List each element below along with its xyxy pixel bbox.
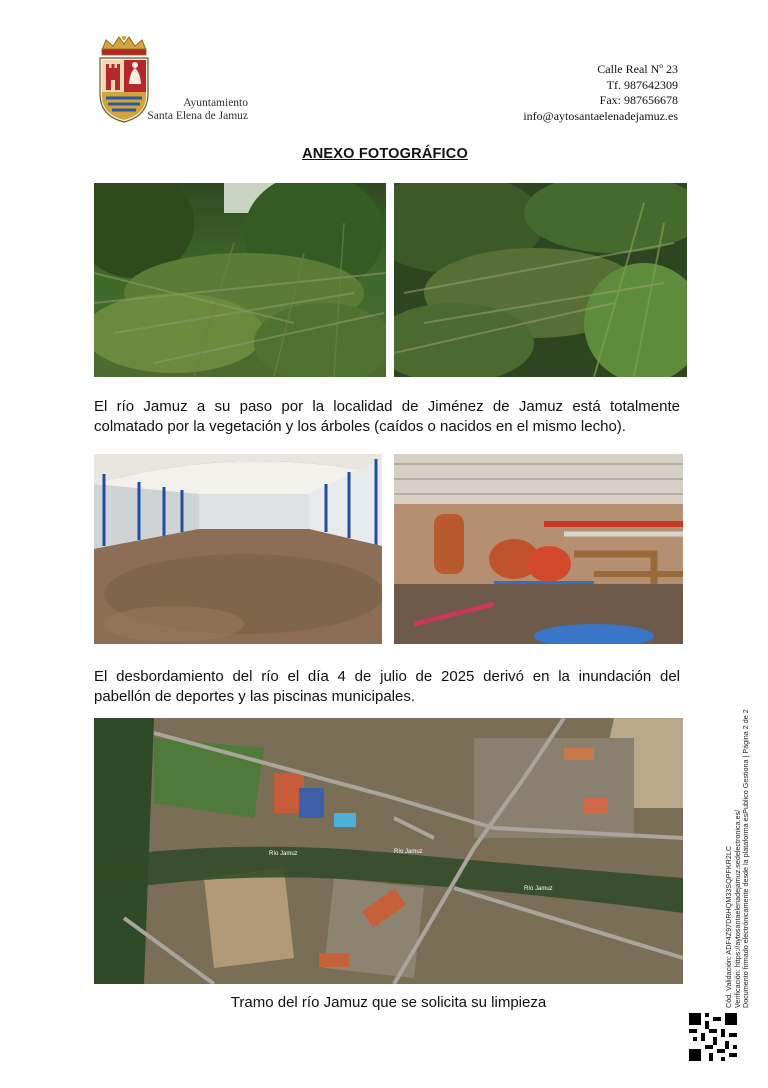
address: Calle Real Nº 23 bbox=[597, 62, 678, 76]
caption-flood-line1: El desbordamiento del río el día 4 de julio de 2025 derivó en la inundación del bbox=[94, 668, 680, 685]
map-label-river3: Río Jamuz bbox=[524, 886, 553, 892]
photo-flooded-pool-machinery bbox=[394, 454, 683, 644]
contact-block bbox=[523, 62, 678, 124]
caption-flood bbox=[94, 667, 680, 707]
photo-river-vegetation-1 bbox=[94, 183, 386, 377]
caption-flood-line2: pabellón de deportes y las piscinas municipales. bbox=[94, 688, 416, 705]
phone: Tf. 987642309 bbox=[606, 77, 678, 92]
caption-vegetation-line1: El río Jamuz a su paso por la localidad de Jiménez de Jamuz está totalmente bbox=[94, 398, 680, 415]
caption-vegetation-line2: colmatado por la vegetación y los árboles (caídos o nacidos en el mismo lecho). bbox=[94, 418, 626, 435]
municipal-logo bbox=[94, 34, 254, 126]
photo-river-vegetation-2 bbox=[394, 183, 687, 377]
town-name-line1: Ayuntamiento bbox=[183, 97, 248, 109]
photo-flooded-sports-hall bbox=[94, 454, 382, 644]
fax: Fax: 987656678 bbox=[599, 93, 678, 107]
qr-code-icon[interactable] bbox=[689, 1013, 737, 1061]
caption-vegetation bbox=[94, 397, 680, 437]
town-name-line2: Santa Elena de Jamuz bbox=[147, 110, 248, 122]
verification-signature-note: Documento firmado electrónicamente desde la plataforma esPublico Gestiona | Página 2 de 2 bbox=[741, 709, 751, 1008]
page-title: ANEXO FOTOGRÁFICO bbox=[302, 146, 468, 162]
email-link[interactable]: info@aytosantaelenadejamuz.es bbox=[523, 108, 678, 123]
caption-river-cleanup: Tramo del río Jamuz que se solicita su limpieza bbox=[230, 994, 547, 1011]
verification-sidebar bbox=[725, 668, 751, 1008]
verification-url[interactable]: Verificación: https://aytosantaelenadejamuz.sedelectronica.es/ bbox=[732, 809, 742, 1008]
map-label-river2: Río Jamuz bbox=[394, 849, 423, 855]
verification-code: Cód. Validación: ADF4Z97DRHQM33SQPFKR2LC bbox=[724, 845, 733, 1008]
coat-of-arms-icon bbox=[96, 34, 152, 124]
aerial-map-river-section bbox=[94, 718, 683, 984]
map-label-river1: Río Jamuz bbox=[269, 851, 298, 857]
